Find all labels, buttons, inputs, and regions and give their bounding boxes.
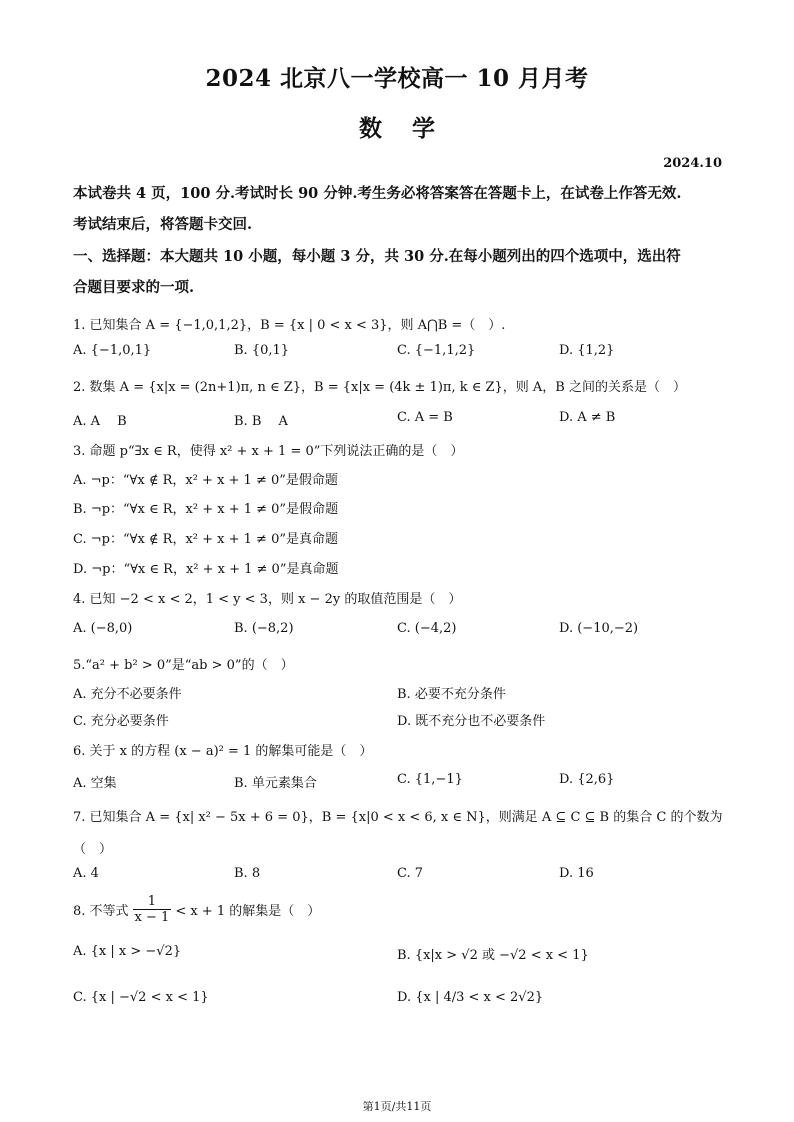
- question-2-option-c: C. A = B: [397, 410, 453, 425]
- question-2-stem: 2. 数集 A = {x|x = (2n+1)π, n ∈ Z}，B = {x|x = (4k ± 1)π, k ∈ Z}，则 A，B 之间的关系是（ ）: [73, 380, 686, 395]
- question-5-option-a: A. 充分不必要条件: [73, 687, 182, 702]
- question-1-option-d: D. {1,2}: [559, 343, 615, 358]
- question-8-option-c: C. {x | −√2 < x < 1}: [73, 990, 209, 1005]
- question-7-option-d: D. 16: [559, 866, 594, 881]
- question-4-option-c: C. (−4,2): [397, 621, 457, 636]
- question-8-stem-suffix: < x + 1 的解集是（ ）: [175, 904, 321, 919]
- section-heading-line-2: 合题目要求的一项.: [73, 279, 195, 296]
- question-5-option-c: C. 充分必要条件: [73, 714, 169, 729]
- fraction-numerator: 1: [147, 894, 157, 909]
- question-1-stem: 1. 已知集合 A = {−1,0,1,2}，B = {x | 0 < x < 3}，则 A⋂B =（ ）.: [73, 318, 506, 333]
- question-7-option-b: B. 8: [234, 866, 261, 881]
- question-3-option-b: B. ¬p：“∀x ∈ R，x² + x + 1 ≠ 0”是假命题: [73, 502, 339, 517]
- page-title: 2024 北京八一学校高一 10 月月考: [205, 65, 589, 92]
- question-4-option-a: A. (−8,0): [73, 621, 133, 636]
- question-7-stem: 7. 已知集合 A = {x| x² − 5x + 6 = 0}，B = {x|0 < x < 6, x ∈ N}，则满足 A ⊆ C ⊆ B 的集合 C 的个数为: [73, 810, 723, 825]
- instructions-line-1: 本试卷共 4 页，100 分.考试时长 90 分钟.考生务必将答案答在答题卡上，在试卷上作答无效.: [73, 185, 682, 202]
- question-1-option-b: B. {0,1}: [234, 343, 290, 358]
- question-2-option-d: D. A ≠ B: [559, 410, 616, 425]
- question-3-option-d: D. ¬p：“∀x ∈ R，x² + x + 1 ≠ 0”是真命题: [73, 562, 339, 577]
- page-footer: 第1页/共11页: [362, 1100, 432, 1113]
- question-6-option-a: A. 空集: [73, 776, 117, 791]
- question-6-option-c: C. {1,−1}: [397, 772, 463, 787]
- question-4-stem: 4. 已知 −2 < x < 2，1 < y < 3，则 x − 2y 的取值范围是（ ）: [73, 592, 462, 607]
- instructions-line-2: 考试结束后，将答题卡交回.: [73, 216, 253, 233]
- question-8-stem: [73, 894, 320, 925]
- section-heading-line-1: 一、选择题：本大题共 10 小题，每小题 3 分，共 30 分.在每小题列出的四个选项中，选出符: [73, 248, 681, 265]
- question-3-option-a: A. ¬p：“∀x ∉ R，x² + x + 1 ≠ 0”是假命题: [73, 473, 338, 488]
- question-6-option-d: D. {2,6}: [559, 772, 615, 787]
- question-1-option-c: C. {−1,1,2}: [397, 343, 476, 358]
- fraction-denominator: x − 1: [134, 910, 170, 925]
- question-7-stem-continued: （ ）: [73, 842, 113, 857]
- question-8-option-d: D. {x | 4/3 < x < 2√2}: [397, 990, 544, 1005]
- question-8-option-b: B. {x|x > √2 或 −√2 < x < 1}: [397, 948, 589, 963]
- question-6-option-b: B. 单元素集合: [234, 776, 317, 791]
- subject-title: 数学: [359, 115, 465, 142]
- question-1-option-a: A. {−1,0,1}: [73, 343, 152, 358]
- question-3-option-c: C. ¬p：“∀x ∉ R，x² + x + 1 ≠ 0”是真命题: [73, 532, 338, 547]
- question-2-option-a: A. A B: [73, 414, 127, 429]
- question-4-option-b: B. (−8,2): [234, 621, 294, 636]
- question-8-stem-prefix: 8. 不等式: [73, 904, 129, 919]
- question-5-option-d: D. 既不充分也不必要条件: [397, 714, 546, 729]
- question-4-option-d: D. (−10,−2): [559, 621, 639, 636]
- question-8-option-a: A. {x | x > −√2}: [73, 944, 182, 959]
- question-6-stem: 6. 关于 x 的方程 (x − a)² = 1 的解集可能是（ ）: [73, 744, 373, 759]
- question-5-option-b: B. 必要不充分条件: [397, 687, 506, 702]
- question-3-stem: 3. 命题 p“∃x ∈ R，使得 x² + x + 1 = 0”下列说法正确的是（ ）: [73, 444, 464, 459]
- question-8-fraction: [133, 894, 172, 925]
- question-7-option-c: C. 7: [397, 866, 424, 881]
- question-5-stem: 5.“a² + b² > 0”是“ab > 0”的（ ）: [73, 658, 294, 673]
- question-2-option-b: B. B A: [234, 414, 288, 429]
- exam-date: 2024.10: [663, 156, 722, 171]
- question-7-option-a: A. 4: [73, 866, 99, 881]
